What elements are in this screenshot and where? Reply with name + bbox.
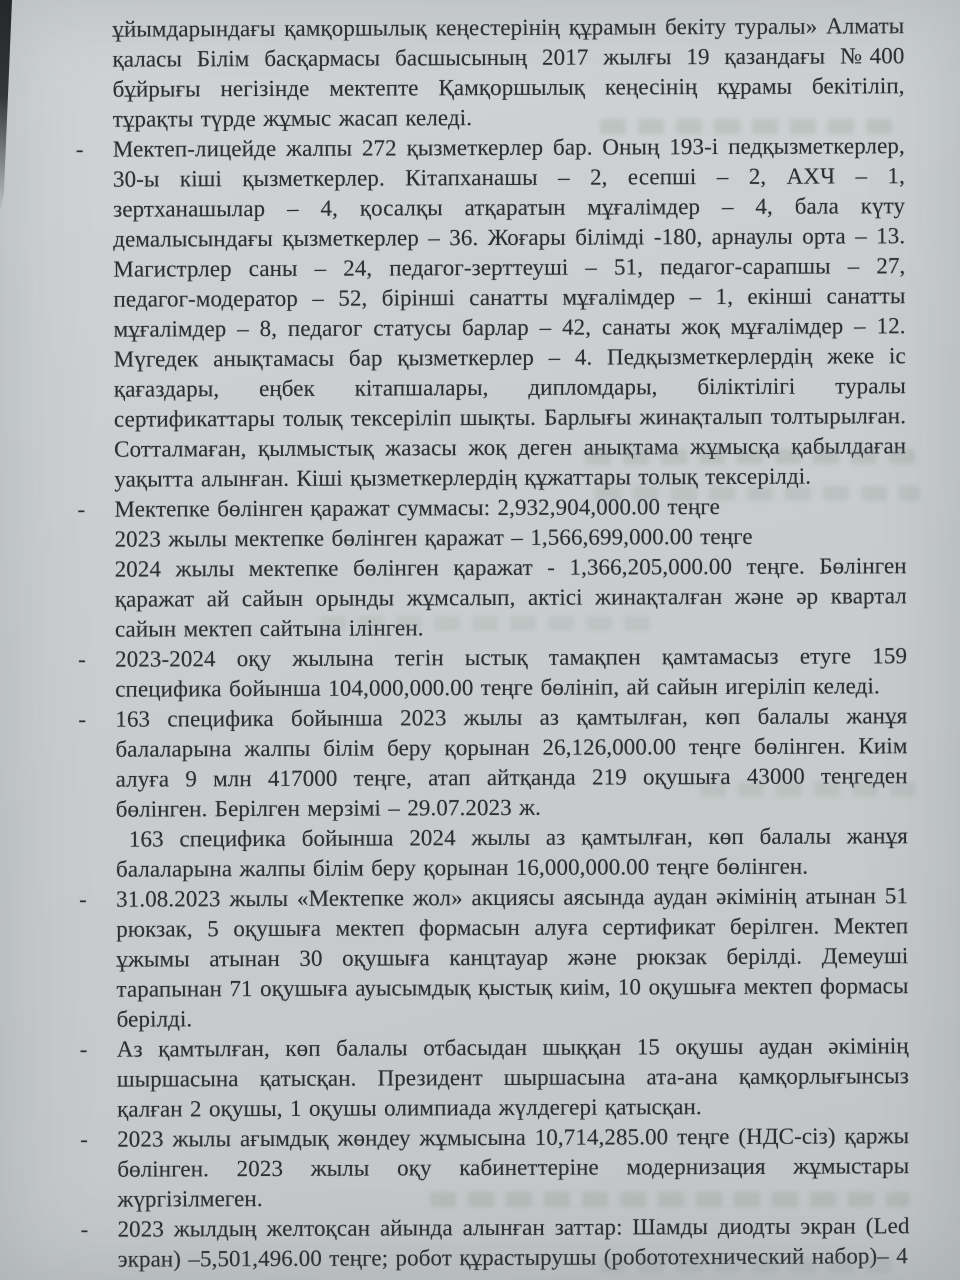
document-text-block (72, 11, 909, 1275)
hot-meals-paragraph: 2023-2024 оқу жылына тегін ыстық тамақпен қамтамасыз етуге 159 специфика бойынша 104,000,000.00 теңге бөлініп, ай сайын игеріліп келеді. (115, 643, 908, 702)
bullet-dash: - (78, 646, 86, 672)
list-item-new-year-event (77, 1031, 909, 1125)
new-year-paragraph: Аз қамтылған, көп балалы отбасыдан шыққан 15 оқушы аудан әкімінің шыршасына қатысқан. Президент шыршасына ата-ана қамқорлығынсыз қалған 2 оқушы, 1 оқушы олимпиада жүлдегері қатысқан. (116, 1033, 909, 1122)
photo-edge-artifact (0, 0, 12, 215)
list-item-december-purchases (77, 1211, 909, 1275)
bullet-dash: - (80, 1126, 88, 1152)
bullet-dash: - (79, 1036, 88, 1062)
intro-paragraph: ұйымдарындағы қамқоршылық кеңестерінің құрамын бекіту туралы» Алматы қаласы Білім басқармасы басшысының 2017 жылғы 19 қазандағы №400 бұйрығы негізінде мектепте Қамқоршылық кеңесінің құрамы бекітіліп, тұрақты түрде жұмыс жасап келеді. (112, 13, 905, 132)
december-purchases-paragraph: 2023 жылдың желтоқсан айында алынған заттар: Шамды диодты экран (Led экран) –5,501,496.00 теңге; робот құрастырушы (робототехнический набор)– 4 (117, 1213, 910, 1272)
specifics-2023-paragraph: 163 специфика бойынша 2023 жылы аз қамтылған, көп балалы жанұя балаларына жалпы білім беру қорынан 26,126,000.00 теңге бөлінген. Киім алуға 9 млн 417000 теңге, атап айтқанда 219 оқушыға 43000 теңгеден бөлінген. Берілген мерзімі – 29.07.2023 ж. (115, 703, 908, 822)
bullet-dash: - (75, 136, 84, 162)
bullet-dash: - (77, 496, 86, 522)
funding-total-line: Мектепке бөлінген қаражат суммасы: 2,932,904,000.00 теңге (114, 494, 720, 522)
list-item-funding (74, 491, 907, 645)
staff-paragraph: Мектеп-лицейде жалпы 272 қызметкерлер бар. Оның 193-і педқызметкерлер, 30-ы кіші қызметкерлер. Кітапханашы – 2, есепші – 2, АХЧ – 1, зертханашылар – 4, қосалқы атқаратын мұғалімдер – 4, бала күту демалысындағы қызметкерлер – 36. Жоғары білімді -180, арнаулы орта – 13. Магистрлер саны – 24, педагог-зерттеуші – 51, педагог-сарапшы – 27, педагог-модератор – 52, бірінші санатты мұғалімдер – 1, екінші санатты мұғалімдер – 8, педагог статусы барлар – 42, санаты жоқ мұғалімдер – 12. Мүгедек анықтамасы бар қызметкерлер – 4. Педқызметкерлердің жеке іс қағаздары, еңбек кітапшалары, дипломдары, біліктілігі туралы сертификаттары толық тексеріліп шықты. Барлығы жинақталып толтырылған. Сотталмаған, қылмыстық жазасы жоқ деген анықтама жұмысқа қабылдаған уақытта алынған. Кіші қызметкерлердің құжаттары толық тексерілді. (112, 133, 907, 492)
funding-2024-line: 2024 жылы мектепке бөлінген қаражат - 1,366,205,000.00 теңге. Бөлінген қаражат ай сайын орынды жұмсалып, актісі жинақталған және әр квартал сайын мектеп сайтына ілінген. (114, 553, 907, 642)
repairs-paragraph: 2023 жылы ағымдық жөндеу жұмысына 10,714,285.00 теңге (НДС-сіз) қаржы бөлінген. 2023 жылы оқу кабинеттеріне модернизация жұмыстары жүргізілмеген. (117, 1123, 910, 1212)
specifics-2024-paragraph: 163 специфика бойынша 2024 жылы аз қамтылған, көп балалы жанұя балаларына жалпы білім беру қорынан 16,000,000.00 теңге бөлінген. (115, 823, 908, 882)
list-item-hot-meals (75, 641, 907, 705)
list-item-specifics-163 (75, 701, 908, 885)
list-item-school-road-action (76, 881, 909, 1035)
school-road-paragraph: 31.08.2023 жылы «Мектепке жол» акциясы аясында аудан әкімінің атынан 51 рюкзак, 5 оқушыға мектеп формасын алуға сертификат берілген. Мектеп ұжымы атынан 30 оқушыға канцтауар және рюкзак берілді. Демеуші тарапынан 71 оқушыға ауысымдық қыстық киім, 10 оқушыға мектеп формасы берілді. (116, 883, 909, 1032)
funding-2023-line: 2023 жылы мектепке бөлінген қаражат – 1,566,699,000.00 теңге (114, 523, 753, 552)
list-item-repairs (77, 1121, 909, 1215)
bullet-dash: - (78, 706, 87, 732)
bullet-dash: - (80, 1216, 89, 1242)
list-item-staff (73, 131, 907, 495)
bullet-dash: - (79, 886, 87, 912)
